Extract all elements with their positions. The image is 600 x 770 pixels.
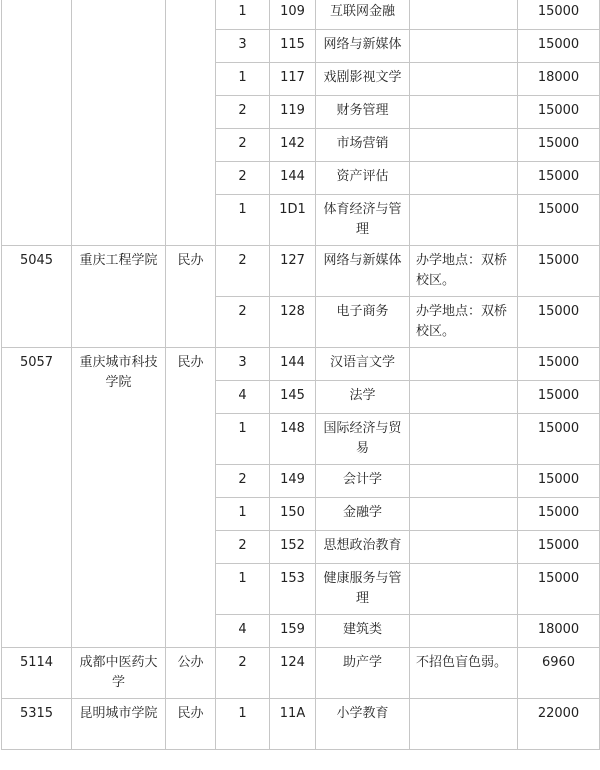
plan-count-cell: 2 — [216, 246, 270, 297]
major-name-cell: 思想政治教育 — [316, 531, 410, 564]
school-code-cell: 5114 — [2, 648, 72, 699]
school-type-cell: 民办 — [166, 699, 216, 750]
tuition-cell: 15000 — [518, 162, 600, 195]
note-cell — [410, 63, 518, 96]
school-name-cell: 重庆城市科技学院 — [72, 348, 166, 648]
note-cell: 办学地点：双桥校区。 — [410, 246, 518, 297]
plan-count-cell: 2 — [216, 648, 270, 699]
major-name-cell: 市场营销 — [316, 129, 410, 162]
school-code-cell: 5315 — [2, 699, 72, 750]
plan-count-cell: 1 — [216, 498, 270, 531]
major-code-cell: 152 — [270, 531, 316, 564]
table-row — [2, 348, 600, 381]
plan-count-cell: 1 — [216, 63, 270, 96]
school-name-cell: 昆明城市学院 — [72, 699, 166, 750]
major-code-cell: 145 — [270, 381, 316, 414]
note-cell — [410, 564, 518, 615]
school-code-cell: 5057 — [2, 348, 72, 648]
major-name-cell: 资产评估 — [316, 162, 410, 195]
tuition-cell: 15000 — [518, 246, 600, 297]
table-row — [2, 246, 600, 297]
table-row — [2, 699, 600, 750]
major-name-cell: 助产学 — [316, 648, 410, 699]
note-cell — [410, 96, 518, 129]
major-code-cell: 127 — [270, 246, 316, 297]
school-name-cell: 重庆工程学院 — [72, 246, 166, 348]
major-name-cell: 国际经济与贸易 — [316, 414, 410, 465]
school-code-cell — [2, 0, 72, 246]
plan-count-cell: 1 — [216, 0, 270, 30]
major-code-cell: 119 — [270, 96, 316, 129]
major-code-cell: 144 — [270, 162, 316, 195]
major-code-cell: 148 — [270, 414, 316, 465]
note-cell — [410, 465, 518, 498]
tuition-cell: 15000 — [518, 30, 600, 63]
major-code-cell: 153 — [270, 564, 316, 615]
note-cell — [410, 348, 518, 381]
major-name-cell: 网络与新媒体 — [316, 30, 410, 63]
plan-count-cell: 4 — [216, 381, 270, 414]
note-cell — [410, 30, 518, 63]
plan-count-cell: 3 — [216, 348, 270, 381]
tuition-cell: 18000 — [518, 615, 600, 648]
plan-count-cell: 2 — [216, 129, 270, 162]
major-code-cell: 117 — [270, 63, 316, 96]
plan-count-cell: 1 — [216, 564, 270, 615]
note-cell — [410, 414, 518, 465]
major-code-cell: 109 — [270, 0, 316, 30]
major-name-cell: 戏剧影视文学 — [316, 63, 410, 96]
school-type-cell — [166, 0, 216, 246]
plan-count-cell: 2 — [216, 465, 270, 498]
school-type-cell: 民办 — [166, 348, 216, 648]
plan-count-cell: 2 — [216, 297, 270, 348]
tuition-cell: 15000 — [518, 498, 600, 531]
note-cell — [410, 615, 518, 648]
school-name-cell — [72, 0, 166, 246]
plan-count-cell: 1 — [216, 414, 270, 465]
note-cell: 不招色盲色弱。 — [410, 648, 518, 699]
tuition-cell: 15000 — [518, 414, 600, 465]
major-code-cell: 149 — [270, 465, 316, 498]
major-name-cell: 互联网金融 — [316, 0, 410, 30]
note-cell — [410, 129, 518, 162]
plan-count-cell: 4 — [216, 615, 270, 648]
school-type-cell: 民办 — [166, 246, 216, 348]
tuition-cell: 15000 — [518, 129, 600, 162]
note-cell — [410, 195, 518, 246]
tuition-cell: 15000 — [518, 348, 600, 381]
major-name-cell: 会计学 — [316, 465, 410, 498]
tuition-cell: 15000 — [518, 0, 600, 30]
note-cell — [410, 162, 518, 195]
plan-count-cell: 1 — [216, 699, 270, 750]
tuition-cell: 15000 — [518, 465, 600, 498]
plan-count-cell: 2 — [216, 162, 270, 195]
major-code-cell: 159 — [270, 615, 316, 648]
major-code-cell: 150 — [270, 498, 316, 531]
note-cell — [410, 531, 518, 564]
major-name-cell: 体育经济与管理 — [316, 195, 410, 246]
table-row — [2, 648, 600, 699]
major-name-cell: 法学 — [316, 381, 410, 414]
plan-count-cell: 1 — [216, 195, 270, 246]
major-name-cell: 建筑类 — [316, 615, 410, 648]
major-name-cell: 电子商务 — [316, 297, 410, 348]
tuition-cell: 22000 — [518, 699, 600, 750]
major-code-cell: 142 — [270, 129, 316, 162]
major-code-cell: 1D1 — [270, 195, 316, 246]
tuition-cell: 15000 — [518, 195, 600, 246]
school-code-cell: 5045 — [2, 246, 72, 348]
plan-count-cell: 2 — [216, 96, 270, 129]
school-type-cell: 公办 — [166, 648, 216, 699]
tuition-cell: 18000 — [518, 63, 600, 96]
tuition-cell: 15000 — [518, 96, 600, 129]
major-code-cell: 144 — [270, 348, 316, 381]
major-name-cell: 健康服务与管理 — [316, 564, 410, 615]
major-code-cell: 128 — [270, 297, 316, 348]
table-row — [2, 0, 600, 30]
major-name-cell: 金融学 — [316, 498, 410, 531]
tuition-cell: 15000 — [518, 564, 600, 615]
major-code-cell: 11A — [270, 699, 316, 750]
tuition-cell: 15000 — [518, 381, 600, 414]
note-cell — [410, 381, 518, 414]
major-name-cell: 汉语言文学 — [316, 348, 410, 381]
plan-count-cell: 3 — [216, 30, 270, 63]
major-name-cell: 网络与新媒体 — [316, 246, 410, 297]
admission-plan-table — [1, 0, 600, 750]
school-name-cell: 成都中医药大学 — [72, 648, 166, 699]
tuition-cell: 15000 — [518, 531, 600, 564]
major-name-cell: 财务管理 — [316, 96, 410, 129]
tuition-cell: 15000 — [518, 297, 600, 348]
plan-count-cell: 2 — [216, 531, 270, 564]
note-cell: 办学地点：双桥校区。 — [410, 297, 518, 348]
note-cell — [410, 0, 518, 30]
major-code-cell: 115 — [270, 30, 316, 63]
note-cell — [410, 699, 518, 750]
major-name-cell: 小学教育 — [316, 699, 410, 750]
major-code-cell: 124 — [270, 648, 316, 699]
tuition-cell: 6960 — [518, 648, 600, 699]
note-cell — [410, 498, 518, 531]
